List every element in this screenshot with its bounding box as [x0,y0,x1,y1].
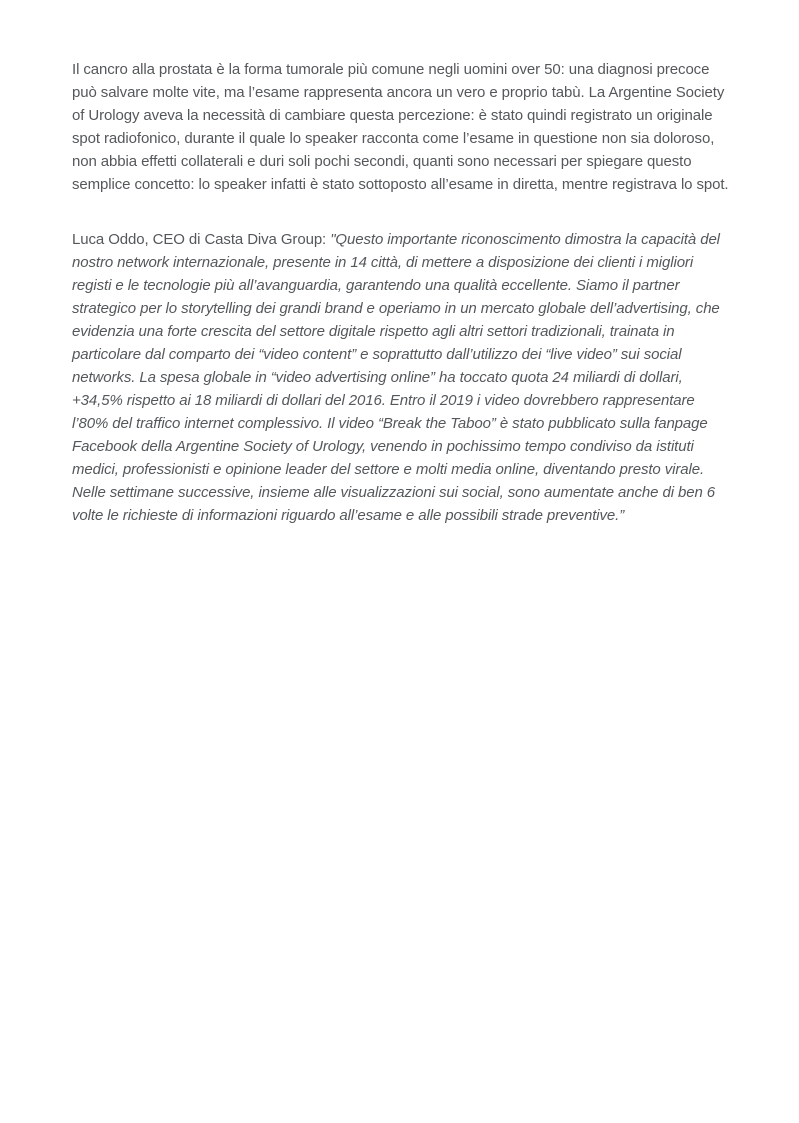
quote-paragraph [72,228,729,527]
intro-paragraph: Il cancro alla prostata è la forma tumorale più comune negli uomini over 50: una diagnosi precoce può salvare molte vite, ma l’esame rappresenta ancora un vero e proprio tabù. La Argentine Society of Urology aveva la necessità di cambiare questa percezione: è stato quindi registrato un originale spot radiofonico, durante il quale lo speaker racconta come l’esame in questione non sia doloroso, non abbia effetti collaterali e duri soli pochi secondi, quanti sono necessari per spiegare questo semplice concetto: lo speaker infatti è stato sottoposto all’esame in diretta, mentre registrava lo spot. [72,61,729,193]
quote-text: "Questo importante riconoscimento dimostra la capacità del nostro network internazionale, presente in 14 città, di mettere a disposizione dei clienti i migliori registi e le tecnologie più all’avanguardia, garantendo una qualità eccellente. Siamo il partner strategico per lo storytelling dei grandi brand e operiamo in un mercato globale dell’advertising, che evidenzia una forte crescita del settore digitale rispetto agli altri settori tradizionali, trainata in particolare dal comparto dei “video content” e soprattutto dall’utilizzo dei “live video” sui social networks. La spesa globale in “video advertising online” ha toccato quota 24 miliardi di dollari, +34,5% rispetto ai 18 miliardi di dollari del 2016. Entro il 2019 i video dovrebbero rappresentare l’80% del traffico internet complessivo. Il video “Break the Taboo” è stato pubblicato sulla fanpage Facebook della Argentine Society of Urology, venendo in pochissimo tempo condiviso da istituti medici, professionisti e opinione leader del settore e molti media online, diventando presto virale. Nelle settimane successive, insieme alle visualizzazioni sui social, sono aumentate anche di ben 6 volte le richieste di informazioni riguardo all’esame e alle possibili strade preventive.” [72,231,720,524]
article-body [72,58,729,527]
quote-leadin: Luca Oddo, CEO di Casta Diva Group: [72,231,331,248]
